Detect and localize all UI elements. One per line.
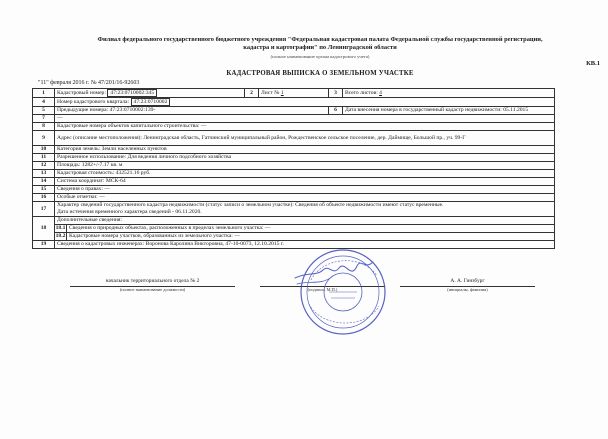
table-row bbox=[33, 194, 555, 202]
organization-header bbox=[60, 36, 580, 52]
row-number: 14 bbox=[33, 178, 55, 186]
row-number: 13 bbox=[33, 170, 55, 178]
table-row bbox=[33, 162, 555, 170]
row-number: 7 bbox=[33, 115, 55, 123]
row-number: 4 bbox=[33, 98, 55, 107]
cadastral-value-cell: Кадастровая стоимость: 432521.16 руб. bbox=[55, 170, 555, 178]
row-number: 6 bbox=[329, 107, 343, 115]
table-row bbox=[33, 146, 555, 154]
permitted-use-cell: Разрешенное использование: Для ведения личного подсобного хозяйства bbox=[55, 154, 555, 162]
table-row bbox=[33, 89, 555, 98]
table-row bbox=[33, 154, 555, 162]
row-number: 15 bbox=[33, 186, 55, 194]
row-number: 3 bbox=[329, 89, 343, 98]
organization-caption: (полное наименование органа кадастрового учета) bbox=[270, 54, 370, 59]
table-row bbox=[33, 202, 555, 217]
table-row bbox=[33, 233, 555, 241]
table-row bbox=[33, 225, 555, 233]
table-row bbox=[33, 115, 555, 123]
signatory-position: начальник территориального отдела № 2 bbox=[105, 278, 200, 284]
quarter-number-label: Номер кадастрового квартала: bbox=[57, 99, 130, 105]
total-sheets-label: Всего листов: bbox=[345, 89, 378, 96]
table-row bbox=[33, 107, 555, 115]
row-number: 18 bbox=[33, 217, 55, 241]
row-number: 11 bbox=[33, 154, 55, 162]
quarter-number-cell bbox=[55, 98, 555, 107]
row-number: 18.1 bbox=[55, 225, 66, 231]
capital-objects-cell bbox=[55, 123, 555, 131]
sheet-number-cell bbox=[259, 89, 329, 98]
organization-line-1: Филиал федерального государственного бюджетного учреждения "Федеральная кадастровая палата Федеральной службы государственной регистрации, bbox=[97, 36, 543, 43]
cadastral-number-label: Кадастровый номер: bbox=[57, 90, 106, 96]
rights-cell bbox=[55, 186, 555, 194]
cadastral-number-cell bbox=[55, 89, 245, 98]
entry-date-value: 05.11.2015 bbox=[503, 107, 529, 113]
name-caption: (инициалы, фамилия) bbox=[447, 287, 488, 292]
rights-label: Сведения о правах: bbox=[57, 186, 103, 192]
organization-line-2: кадастра и картографии" по Ленинградской области bbox=[243, 44, 397, 51]
record-status-line-2: Дата истечения временного характера сведений - 06.11.2020. bbox=[57, 209, 202, 215]
special-marks-value: — bbox=[99, 194, 105, 200]
row-number: 1 bbox=[33, 89, 55, 98]
row-number: 16 bbox=[33, 194, 55, 202]
table-row bbox=[33, 98, 555, 107]
natural-objects-value: — bbox=[264, 225, 271, 231]
row-number: 10 bbox=[33, 146, 55, 154]
special-marks-cell bbox=[55, 194, 555, 202]
land-category-cell: Категория земель: Земли населенных пунктов bbox=[55, 146, 555, 154]
sheet-number-value: 1 bbox=[280, 89, 284, 96]
coordinate-system-cell: Система координат: МСК-64 bbox=[55, 178, 555, 186]
document-date-number: "11" февраля 2016 г. № 47/201/16-92603 bbox=[38, 80, 140, 86]
row-number: 19 bbox=[33, 241, 55, 249]
rights-value: — bbox=[104, 186, 110, 192]
row-7-value: — bbox=[55, 115, 555, 123]
row-number: 9 bbox=[33, 131, 55, 146]
record-status-line-1: Характер сведений государственного кадастра недвижимости (статус записи о земельном участке): Сведения об объекте недвижимости имеют статус временные. bbox=[57, 202, 444, 209]
row-number: 17 bbox=[33, 202, 55, 217]
table-row bbox=[33, 186, 555, 194]
row-number: 5 bbox=[33, 107, 55, 115]
cadastral-engineers-cell: Сведения о кадастровых инженерах: Воронова Каролина Викторовна, 47-10-0073, 12.10.2015 г. bbox=[55, 241, 555, 249]
table-row bbox=[33, 178, 555, 186]
natural-objects-label: Сведения о природных объектах, расположенных в пределах земельного участка: bbox=[69, 225, 264, 231]
document-title: КАДАСТРОВАЯ ВЫПИСКА О ЗЕМЕЛЬНОМ УЧАСТКЕ bbox=[226, 70, 414, 77]
signature-caption: (подпись, М.П.) bbox=[307, 287, 338, 292]
table-row bbox=[33, 217, 555, 225]
additional-info-label: Дополнительные сведения: bbox=[55, 217, 555, 225]
row-number: 2 bbox=[245, 89, 259, 98]
entry-date-cell bbox=[343, 107, 555, 115]
capital-objects-value: — bbox=[200, 123, 207, 129]
special-marks-label: Особые отметки: bbox=[57, 194, 98, 200]
row-number: 8 bbox=[33, 123, 55, 131]
previous-numbers-value: 47:23:0710002:139- bbox=[109, 107, 156, 113]
capital-objects-label: Кадастровые номера объектов капитального строительства: bbox=[57, 123, 200, 129]
previous-numbers-label: Предыдущие номера: bbox=[57, 107, 109, 113]
total-sheets-value: 4 bbox=[379, 89, 382, 96]
official-stamp-icon bbox=[293, 246, 393, 338]
area-cell: Площадь: 1282+/-7.17 кв. м bbox=[55, 162, 555, 170]
formed-parcels-label: Кадастровые номера участков, образованных из земельного участка: bbox=[69, 233, 233, 239]
address-cell: Адрес (описание местоположения): Ленинградская область, Гатчинский муниципальный район, Рождественское сельское поселение, дер. Даймище, Большой пр., уч. 99-Г bbox=[55, 131, 555, 146]
form-code: КВ.1 bbox=[586, 60, 600, 67]
signatory-name: А. А. Гинзбург bbox=[450, 278, 485, 284]
row-number: 18.2 bbox=[55, 233, 66, 239]
table-row bbox=[33, 170, 555, 178]
previous-numbers-cell bbox=[55, 107, 329, 115]
total-sheets-cell bbox=[343, 89, 555, 98]
quarter-number-value: 47:23:0710002 bbox=[131, 98, 171, 106]
formed-parcels-value: — bbox=[234, 233, 240, 239]
record-status-cell bbox=[55, 202, 555, 217]
position-caption: (полное наименование должности) bbox=[119, 287, 186, 292]
entry-date-label: Дата внесения номера в государственный кадастр недвижимости: bbox=[345, 107, 502, 113]
natural-objects-cell bbox=[67, 225, 555, 233]
table-row bbox=[33, 123, 555, 131]
cadastral-number-value: 47:23:0710002:345 bbox=[107, 89, 157, 97]
table-row bbox=[33, 131, 555, 146]
cadastral-table bbox=[32, 88, 555, 249]
formed-parcels-cell bbox=[67, 233, 555, 241]
sheet-number-label: Лист № bbox=[261, 89, 280, 96]
row-number: 12 bbox=[33, 162, 55, 170]
